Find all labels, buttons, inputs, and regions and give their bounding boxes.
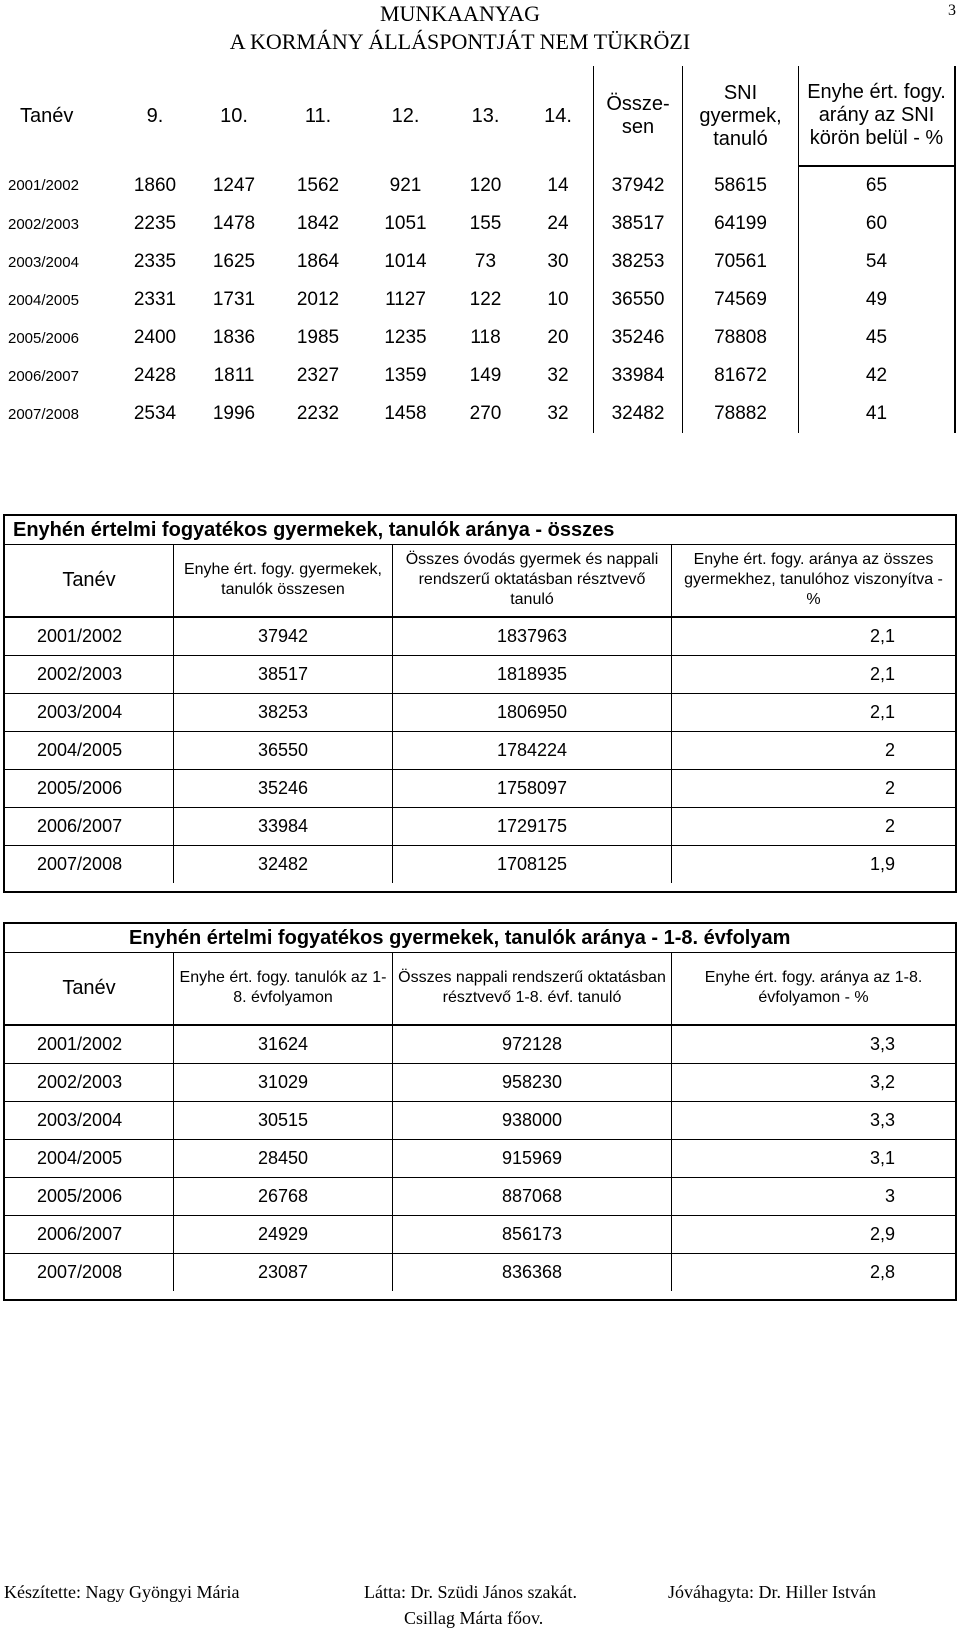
header-cell: 13.: [471, 104, 500, 127]
table-cell: 1625: [212, 251, 256, 272]
table-cell: 70561: [683, 243, 799, 281]
table-cell: 37942: [174, 617, 393, 656]
table-cell: 33984: [594, 357, 683, 395]
table-cell: 38253: [594, 243, 683, 281]
table-cell: 1731: [212, 289, 256, 310]
header-cell: 11.: [304, 104, 332, 127]
grades-1-8-section: [3, 922, 957, 1301]
table-cell: 2005/2006: [5, 769, 174, 807]
table-row: [5, 655, 955, 693]
table-row: [5, 1215, 955, 1253]
table-cell: 60: [799, 205, 956, 243]
table-cell: 2: [672, 769, 956, 807]
table-cell: 20: [547, 327, 569, 348]
table-cell: 78808: [683, 319, 799, 357]
header-line-2: A KORMÁNY ÁLLÁSPONTJÁT NEM TÜKRÖZI: [229, 29, 691, 54]
table-cell: 2007/2008: [5, 845, 174, 883]
page-number: 3: [948, 2, 956, 19]
table-cell: 14: [547, 174, 569, 196]
table-cell: 2235: [133, 213, 177, 234]
header-cell: 9.: [146, 104, 164, 127]
header-cell: Enyhe ért. fogy. arány az SNI körön belül - %: [799, 66, 956, 166]
table-cell: 972128: [393, 1025, 672, 1064]
header-cell: 14.: [544, 104, 572, 127]
table-cell: 2001/2002: [5, 1025, 174, 1064]
page-header: [0, 0, 960, 56]
approved-by: Jóváhagyta: Dr. Hiller István: [668, 1582, 876, 1602]
table-cell: 30: [547, 251, 569, 272]
table-cell: 2: [672, 731, 956, 769]
table-cell: 2004/2005: [8, 291, 79, 309]
table-cell: 38517: [174, 655, 393, 693]
table-cell: 120: [469, 174, 502, 196]
header-cell: Tanév: [5, 545, 174, 617]
table-cell: 2428: [133, 365, 177, 386]
table-cell: 122: [469, 289, 502, 310]
table-cell: 2005/2006: [8, 329, 79, 347]
table-cell: 836368: [393, 1253, 672, 1291]
grades-1-8-table: [5, 952, 955, 1291]
table-row: [5, 731, 955, 769]
table-row: [5, 1025, 955, 1064]
reviewed-by: Látta: Dr. Szüdi János szakát.: [364, 1582, 577, 1602]
table-cell: 1837963: [393, 617, 672, 656]
table-cell: 2,9: [672, 1215, 956, 1253]
table-cell: 2,8: [672, 1253, 956, 1291]
table-cell: 2,1: [672, 617, 956, 656]
table-cell: 37942: [594, 166, 683, 205]
table-cell: 915969: [393, 1139, 672, 1177]
table-cell: 2003/2004: [5, 693, 174, 731]
table-row: [0, 281, 955, 319]
table-row: [5, 1253, 955, 1291]
prepared-by: Készítette: Nagy Gyöngyi Mária: [4, 1582, 240, 1602]
table-cell: 149: [469, 365, 502, 386]
table-cell: 65: [799, 166, 956, 205]
total-ratio-table: [5, 544, 955, 883]
table-row: [5, 845, 955, 883]
table-row: [0, 319, 955, 357]
header-cell: Enyhe ért. fogy. tanulók az 1-8. évfolyamon: [174, 953, 393, 1025]
table-cell: 42: [799, 357, 956, 395]
table-cell: 1818935: [393, 655, 672, 693]
table-row: [0, 357, 955, 395]
table-cell: 2005/2006: [5, 1177, 174, 1215]
table-cell: 2400: [133, 327, 177, 348]
table-cell: 32482: [594, 395, 683, 433]
table-header-row: [0, 66, 955, 166]
table-cell: 81672: [683, 357, 799, 395]
table-cell: 31624: [174, 1025, 393, 1064]
table-cell: 1051: [384, 213, 427, 234]
table-cell: 1806950: [393, 693, 672, 731]
table-cell: 30515: [174, 1101, 393, 1139]
table-cell: 155: [469, 213, 502, 234]
table-row: [5, 693, 955, 731]
table-cell: 2001/2002: [8, 177, 79, 194]
table-cell: 1,9: [672, 845, 956, 883]
table-cell: 31029: [174, 1063, 393, 1101]
table-cell: 36550: [174, 731, 393, 769]
table-cell: 38253: [174, 693, 393, 731]
table-cell: 54: [799, 243, 956, 281]
table-cell: 1842: [296, 213, 340, 234]
table-cell: 2002/2003: [5, 655, 174, 693]
table-row: [0, 166, 955, 205]
table-row: [5, 1063, 955, 1101]
section-title: Enyhén értelmi fogyatékos gyermekek, tanulók aránya - 1-8. évfolyam: [129, 927, 791, 949]
header-cell: Össze-sen: [594, 66, 683, 166]
table-cell: 35246: [594, 319, 683, 357]
table-cell: 2006/2007: [5, 1215, 174, 1253]
table-cell: 26768: [174, 1177, 393, 1215]
table-cell: 921: [389, 174, 422, 196]
table-cell: 2003/2004: [5, 1101, 174, 1139]
header-cell: Enyhe ért. fogy. aránya az 1-8. évfolyamon - %: [672, 953, 956, 1025]
header-cell: Tanév: [5, 953, 174, 1025]
table-cell: 33984: [174, 807, 393, 845]
table-row: [5, 1139, 955, 1177]
table-cell: 1836: [212, 327, 256, 348]
table-cell: 270: [469, 403, 502, 424]
table-cell: 3,3: [672, 1025, 956, 1064]
table-cell: 36550: [594, 281, 683, 319]
section-title: Enyhén értelmi fogyatékos gyermekek, tanulók aránya - összes: [13, 519, 615, 541]
table-cell: 118: [470, 327, 501, 348]
header-cell: Tanév: [20, 104, 74, 127]
reviewed-by-2: Csillag Márta főov.: [404, 1608, 544, 1628]
table-cell: 2: [672, 807, 956, 845]
table-cell: 3,2: [672, 1063, 956, 1101]
table-row: [5, 769, 955, 807]
table-cell: 24929: [174, 1215, 393, 1253]
table-cell: 2,1: [672, 655, 956, 693]
table-cell: 45: [799, 319, 956, 357]
table-cell: 2534: [133, 403, 177, 424]
table-cell: 1811: [213, 365, 255, 386]
table-cell: 32482: [174, 845, 393, 883]
table-cell: 32: [547, 403, 569, 424]
table-cell: 3,1: [672, 1139, 956, 1177]
table-cell: 1127: [385, 289, 426, 310]
table-cell: 2001/2002: [5, 617, 174, 656]
table-cell: 1784224: [393, 731, 672, 769]
table-cell: 2004/2005: [5, 1139, 174, 1177]
header-line-1: MUNKAANYAG: [379, 1, 541, 26]
table-cell: 1758097: [393, 769, 672, 807]
table-cell: 49: [799, 281, 956, 319]
table-cell: 2002/2003: [5, 1063, 174, 1101]
table-row: [5, 617, 955, 656]
header-cell: Enyhe ért. fogy. gyermekek, tanulók összesen: [174, 545, 393, 617]
table-cell: 1996: [212, 403, 256, 424]
table-cell: 887068: [393, 1177, 672, 1215]
table-cell: 1708125: [393, 845, 672, 883]
table-cell: 1562: [296, 174, 340, 196]
header-cell: Összes nappali rendszerű oktatásban résztvevő 1-8. évf. tanuló: [393, 953, 672, 1025]
table-cell: 3,3: [672, 1101, 956, 1139]
table-row: [0, 395, 955, 433]
total-ratio-body: [5, 617, 955, 883]
table-cell: 1864: [296, 251, 340, 272]
table-cell: 58615: [683, 166, 799, 205]
table-cell: 2007/2008: [8, 405, 79, 423]
table-cell: 2003/2004: [8, 253, 79, 271]
table-row: [5, 1101, 955, 1139]
table-cell: 35246: [174, 769, 393, 807]
table-cell: 958230: [393, 1063, 672, 1101]
table-cell: 2006/2007: [8, 367, 79, 385]
table-row: [5, 807, 955, 845]
grade-distribution-body: [0, 166, 955, 433]
grades-1-8-body: [5, 1025, 955, 1291]
table-cell: 74569: [683, 281, 799, 319]
table-cell: 73: [474, 251, 497, 272]
table-cell: 2327: [296, 365, 340, 386]
table-cell: 38517: [594, 205, 683, 243]
table-row: [0, 243, 955, 281]
table-cell: 24: [547, 213, 569, 234]
table-row: [0, 205, 955, 243]
table-cell: 23087: [174, 1253, 393, 1291]
table-cell: 856173: [393, 1215, 672, 1253]
header-cell: 12.: [391, 104, 420, 127]
table-cell: 2002/2003: [8, 215, 79, 233]
header-cell: 10.: [220, 104, 248, 127]
table-cell: 1985: [296, 327, 340, 348]
table-cell: 1478: [212, 213, 256, 234]
table-cell: 41: [799, 395, 956, 433]
table-cell: 2006/2007: [5, 807, 174, 845]
grade-distribution-table: [0, 66, 956, 433]
header-cell: SNI gyermek, tanuló: [683, 66, 799, 166]
table-cell: 10: [547, 289, 569, 310]
header-cell: Enyhe ért. fogy. aránya az összes gyermekhez, tanulóhoz viszonyítva - %: [672, 545, 956, 617]
table-cell: 1247: [212, 174, 256, 196]
total-ratio-section: [3, 514, 957, 893]
table-cell: 28450: [174, 1139, 393, 1177]
table-cell: 2232: [296, 403, 340, 424]
table-cell: 1235: [384, 327, 427, 348]
table-cell: 1729175: [393, 807, 672, 845]
table-cell: 2007/2008: [5, 1253, 174, 1291]
table-cell: 2331: [133, 289, 177, 310]
table-cell: 2004/2005: [5, 731, 174, 769]
header-cell: Összes óvodás gyermek és nappali rendszerű oktatásban résztvevő tanuló: [393, 545, 672, 617]
table-row: [5, 1177, 955, 1215]
table-cell: 2012: [296, 289, 340, 310]
table-cell: 2335: [133, 251, 177, 272]
table-cell: 1359: [384, 365, 427, 386]
table-cell: 1458: [384, 403, 427, 424]
table-cell: 2,1: [672, 693, 956, 731]
table-cell: 1014: [384, 251, 427, 272]
table-cell: 32: [547, 365, 569, 386]
table-cell: 938000: [393, 1101, 672, 1139]
table-cell: 78882: [683, 395, 799, 433]
table-cell: 1860: [133, 174, 177, 196]
table-cell: 64199: [683, 205, 799, 243]
table-cell: 3: [672, 1177, 956, 1215]
